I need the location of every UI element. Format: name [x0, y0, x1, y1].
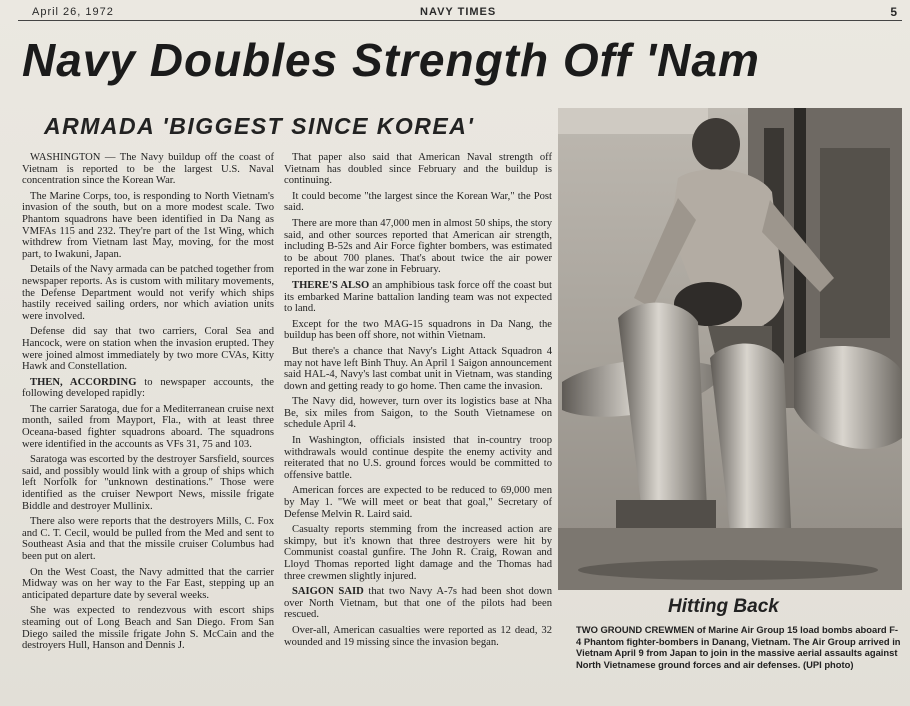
paragraph	[22, 377, 274, 400]
subheadline: ARMADA 'BIGGEST SINCE KOREA'	[44, 113, 475, 139]
photo-caption-title: Hitting Back	[668, 596, 779, 617]
page-number: 5	[890, 5, 898, 19]
paragraph-lead-in: THERE'S ALSO	[292, 279, 370, 291]
paragraph-lead-in: THEN, ACCORDING	[30, 376, 137, 388]
paragraph: But there's a chance that Navy's Light Attack Squadron 4 may not have left Binh Thuy. An April 1 Saigon announcement said HAL-4, Navy's last combat unit in Vietnam, was standing down and getting ready to go home. Then came the invasion.	[284, 345, 552, 392]
paragraph: Saratoga was escorted by the destroyer Sarsfield, sources said, and possibly would link with a group of ships which left Norfolk for "unknown destinations." Those were identified as the cruiser Newport News, missile frigate Biddle and destroyer Mullinix.	[22, 454, 274, 512]
issue-date: April 26, 1972	[32, 6, 114, 18]
paragraph: There are more than 47,000 men in almost 50 ships, the story said, and other sources reported that American air strength, including B-52s and Air Force fighter bombers, was estimated to be about 700 planes. That's about twice the air power reported in the war zone in February.	[284, 217, 552, 276]
paragraph	[284, 586, 552, 621]
paragraph: On the West Coast, the Navy admitted that the carrier Midway was on her way to the Far East, stepping up an anticipated departure date by several weeks.	[22, 566, 274, 601]
article-column-1	[22, 152, 274, 656]
paragraph-text: that two Navy A-7s had been shot down over North Vietnam, but that one of the pilots had been rescued.	[284, 586, 553, 621]
paragraph: In Washington, officials insisted that in-country troop withdrawals would continue despite the enemy activity and reiterated that no U.S. ground forces would be committed to offensive battle.	[284, 435, 552, 481]
paragraph: Defense did say that two carriers, Coral Sea and Hancock, were on station when the invasion erupted. They were joined almost immediately by two more CVAs, Kitty Hawk and Constellation.	[22, 326, 274, 373]
paragraph: It could become "the largest since the Korean War," the Post said.	[284, 190, 552, 214]
headline: Navy Doubles Strength Off 'Nam	[22, 34, 760, 86]
paragraph: The Navy did, however, turn over its logistics base at Nha Be, six miles from Saigon, to the South Vietnamese on schedule April 4.	[284, 396, 552, 431]
article-column-2	[284, 152, 552, 652]
paragraph: The Marine Corps, too, is responding to North Vietnam's invasion of the south, but on a more modest scale. Two Phantom squadrons have been identified in Da Nang as VMFAs 115 and 232. They're part of the 1st Wing, which withdrew from Vietnam last May, moving, for the most part, to Iwakuni, Japan.	[22, 190, 274, 260]
paragraph: That paper also said that American Naval strength off Vietnam has doubled since February and the buildup is continuing.	[284, 152, 552, 187]
news-photo	[558, 108, 902, 590]
photo-caption: TWO GROUND CREWMEN of Marine Air Group 15 load bombs aboard F-4 Phantom fighter-bombers in Danang, Vietnam. The Air Group arrived in Vietnam April 9 from Japan to join in the massive aerial assaults against North Vietnamese ground forces and air defenses. (UPI photo)	[576, 624, 901, 670]
newspaper-name: NAVY TIMES	[420, 6, 497, 18]
masthead-rule	[18, 20, 902, 21]
paragraph: Except for the two MAG-15 squadrons in Da Nang, the buildup has been off shore, not within Vietnam.	[284, 318, 552, 342]
paragraph: The carrier Saratoga, due for a Mediterranean cruise next month, sailed from Mayport, Fla., with at least three Oceana-based fighter squadrons aboard. The squadrons were identified in the accounts as VFs 31, 75 and 103.	[22, 403, 274, 450]
paragraph: American forces are expected to be reduced to 69,000 men by May 1. "We will meet or beat that goal," Secretary of Defense Melvin R. Laird said.	[284, 485, 552, 520]
paragraph: She was expected to rendezvous with escort ships steaming out of Long Beach and San Diego. From San Diego sailed the missile frigate John S. McCain and the destroyers Hull, Hanson and Dennis J.	[22, 605, 274, 652]
paragraph: Over-all, American casualties were reported as 12 dead, 32 wounded and 19 missing since the invasion began.	[284, 624, 552, 648]
paragraph-lead-in: SAIGON SAID	[292, 586, 364, 598]
paragraph	[284, 280, 552, 315]
paragraph-text: to newspaper accounts, the following developed rapidly:	[22, 376, 274, 400]
paragraph: WASHINGTON — The Navy buildup off the coast of Vietnam is reported to be the largest U.S. Naval concentration since the Korean War.	[22, 152, 274, 187]
paragraph: There also were reports that the destroyers Mills, C. Fox and C. T. Cecil, would be pulled from the Med and sent to Southeast Asia and that the missile cruiser Columbus had been put on alert.	[22, 516, 274, 562]
paragraph: Casualty reports stemming from the increased action are skimpy, but it's known that three destroyers were hit by Communist coastal gunfire. The John R. Craig, Rowan and Lloyd Thomas reported light damage and the Thomas had three crewmen slightly injured.	[284, 524, 552, 582]
paragraph: Details of the Navy armada can be patched together from newspaper reports. As is custom with military movements, the Defense Department would not verify which ships hastily received sailing orders, nor which aviation units were involved.	[22, 264, 274, 322]
paragraph-text: an amphibious task force off the coast but its embarked Marine battalion landing team was not expected to land.	[284, 279, 552, 315]
masthead-line	[0, 4, 910, 20]
